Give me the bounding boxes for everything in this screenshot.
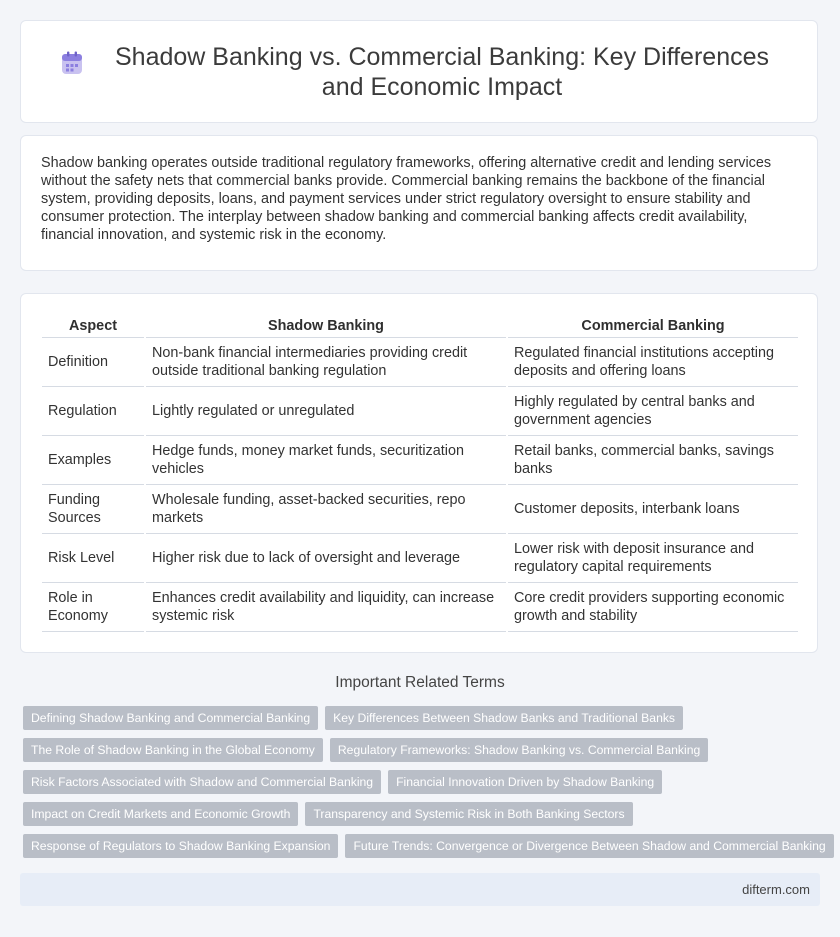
related-terms-list bbox=[23, 706, 826, 866]
header-aspect: Aspect bbox=[42, 309, 145, 338]
related-term-link[interactable]: The Role of Shadow Banking in the Global Economy bbox=[23, 738, 323, 762]
comparison-table bbox=[42, 309, 798, 632]
tag-row bbox=[23, 706, 823, 730]
header-commercial-banking: Commercial Banking bbox=[507, 309, 798, 338]
document-icon bbox=[59, 50, 85, 76]
tag-row bbox=[23, 738, 823, 762]
page-title: Shadow Banking vs. Commercial Banking: Key Differences and Economic Impact bbox=[114, 42, 770, 101]
intro-card bbox=[20, 135, 818, 271]
comparison-table-card bbox=[20, 293, 818, 653]
tag-row bbox=[23, 802, 823, 826]
aspect-cell: Role in Economy bbox=[42, 583, 145, 632]
commercial-cell: Lower risk with deposit insurance and regulatory capital requirements bbox=[507, 534, 798, 583]
aspect-cell: Definition bbox=[42, 338, 145, 387]
table-row bbox=[42, 387, 798, 436]
related-terms-heading: Important Related Terms bbox=[335, 674, 505, 691]
aspect-cell: Risk Level bbox=[42, 534, 145, 583]
related-term-link[interactable]: Response of Regulators to Shadow Banking Expansion bbox=[23, 834, 338, 858]
footer bbox=[20, 873, 820, 906]
shadow-cell: Hedge funds, money market funds, securitization vehicles bbox=[145, 436, 507, 485]
shadow-cell: Lightly regulated or unregulated bbox=[145, 387, 507, 436]
related-term-link[interactable]: Financial Innovation Driven by Shadow Banking bbox=[388, 770, 662, 794]
related-term-link[interactable]: Risk Factors Associated with Shadow and Commercial Banking bbox=[23, 770, 381, 794]
commercial-cell: Customer deposits, interbank loans bbox=[507, 485, 798, 534]
table-row bbox=[42, 534, 798, 583]
title-card bbox=[20, 20, 818, 123]
table-header-row bbox=[42, 309, 798, 338]
related-term-link[interactable]: Transparency and Systemic Risk in Both Banking Sectors bbox=[305, 802, 632, 826]
related-term-link[interactable]: Defining Shadow Banking and Commercial Banking bbox=[23, 706, 318, 730]
commercial-cell: Retail banks, commercial banks, savings banks bbox=[507, 436, 798, 485]
header-shadow-banking: Shadow Banking bbox=[145, 309, 507, 338]
table-row bbox=[42, 436, 798, 485]
related-term-link[interactable]: Key Differences Between Shadow Banks and Traditional Banks bbox=[325, 706, 683, 730]
commercial-cell: Regulated financial institutions accepting deposits and offering loans bbox=[507, 338, 798, 387]
aspect-cell: Regulation bbox=[42, 387, 145, 436]
tag-row bbox=[23, 770, 823, 794]
table-row bbox=[42, 338, 798, 387]
shadow-cell: Non-bank financial intermediaries providing credit outside traditional banking regulation bbox=[145, 338, 507, 387]
title-wrap bbox=[59, 42, 779, 102]
related-term-link[interactable]: Regulatory Frameworks: Shadow Banking vs. Commercial Banking bbox=[330, 738, 708, 762]
related-term-link[interactable]: Future Trends: Convergence or Divergence Between Shadow and Commercial Banking bbox=[345, 834, 833, 858]
related-term-link[interactable]: Impact on Credit Markets and Economic Growth bbox=[23, 802, 298, 826]
shadow-cell: Enhances credit availability and liquidity, can increase systemic risk bbox=[145, 583, 507, 632]
commercial-cell: Highly regulated by central banks and government agencies bbox=[507, 387, 798, 436]
shadow-cell: Higher risk due to lack of oversight and leverage bbox=[145, 534, 507, 583]
shadow-cell: Wholesale funding, asset-backed securities, repo markets bbox=[145, 485, 507, 534]
aspect-cell: Funding Sources bbox=[42, 485, 145, 534]
commercial-cell: Core credit providers supporting economic growth and stability bbox=[507, 583, 798, 632]
tag-row bbox=[23, 834, 826, 858]
footer-site-name[interactable]: difterm.com bbox=[742, 882, 810, 897]
table-row bbox=[42, 485, 798, 534]
intro-paragraph: Shadow banking operates outside traditional regulatory frameworks, offering alternative credit and lending services without the safety nets that commercial banks provide. Commercial banking remains the backbone of the financial system, providing deposits, loans, and payment services under strict regulatory oversight to ensure stability and consumer protection. The interplay between shadow banking and commercial banking affects credit availability, financial innovation, and systemic risk in the economy. bbox=[41, 155, 772, 243]
aspect-cell: Examples bbox=[42, 436, 145, 485]
table-row bbox=[42, 583, 798, 632]
